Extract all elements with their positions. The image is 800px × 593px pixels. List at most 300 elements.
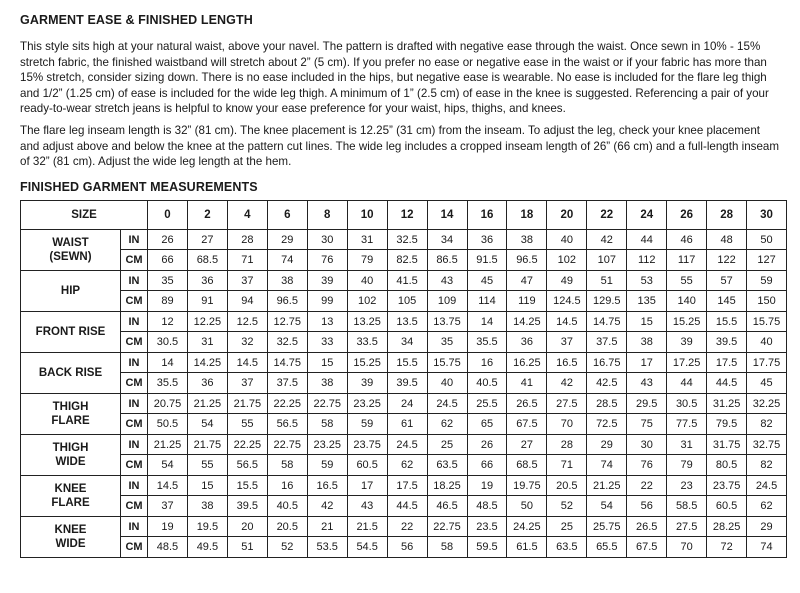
measurement-label-line: THIGH [52,441,89,454]
size-header-cell: 20 [547,200,587,229]
table-cell: 21 [307,516,347,537]
table-cell: 14.25 [507,311,547,332]
table-cell: 59 [347,414,387,435]
table-cell: 22 [387,516,427,537]
table-cell: 54 [187,414,227,435]
table-cell: 46.5 [427,496,467,517]
table-cell: 37 [227,373,267,394]
table-cell: 55 [187,455,227,476]
table-cell: 30.5 [667,393,707,414]
table-cell: 20.5 [547,475,587,496]
table-cell: 109 [427,291,467,312]
table-cell: 20 [227,516,267,537]
table-cell: 14.25 [187,352,227,373]
table-cell: 15 [187,475,227,496]
table-cell: 24.5 [747,475,787,496]
table-cell: 65 [467,414,507,435]
table-cell: 50 [747,229,787,250]
table-cell: 58 [427,537,467,558]
measurement-label-line: HIP [60,284,81,297]
table-cell: 112 [627,250,667,271]
table-cell: 39.5 [707,332,747,353]
table-cell: 23 [667,475,707,496]
table-cell: 23.75 [707,475,747,496]
table-cell: 30 [627,434,667,455]
table-cell: 41 [507,373,547,394]
table-cell: 44.5 [707,373,747,394]
table-cell: 29 [747,516,787,537]
table-cell: 39 [347,373,387,394]
table-cell: 40 [547,229,587,250]
table-cell: 96.5 [267,291,307,312]
table-cell: 62 [747,496,787,517]
table-cell: 62 [427,414,467,435]
unit-label: CM [121,414,148,435]
table-cell: 80.5 [707,455,747,476]
table-cell: 66 [148,250,188,271]
table-cell: 79 [667,455,707,476]
measurement-label [21,434,121,475]
table-cell: 36 [467,229,507,250]
table-cell: 14.75 [267,352,307,373]
table-cell: 19.5 [187,516,227,537]
table-cell: 33 [307,332,347,353]
table-cell: 74 [747,537,787,558]
table-cell: 41.5 [387,270,427,291]
measurement-label-line: BACK RISE [38,366,103,379]
table-cell: 22.25 [267,393,307,414]
size-header-cell: 16 [467,200,507,229]
measurement-label-line: KNEE [54,523,87,536]
table-cell: 17 [347,475,387,496]
table-cell: 19 [148,516,188,537]
table-cell: 29 [267,229,307,250]
unit-label: CM [121,250,148,271]
table-cell: 76 [307,250,347,271]
table-row [21,393,787,414]
table-cell: 27.5 [667,516,707,537]
table-cell: 53 [627,270,667,291]
table-cell: 37 [148,496,188,517]
table-cell: 23.25 [307,434,347,455]
unit-label: IN [121,352,148,373]
table-cell: 71 [547,455,587,476]
table-cell: 40 [747,332,787,353]
table-cell: 58.5 [667,496,707,517]
table-row [21,496,787,517]
table-cell: 12.75 [267,311,307,332]
table-cell: 48.5 [467,496,507,517]
table-cell: 61 [387,414,427,435]
table-cell: 150 [747,291,787,312]
table-cell: 17.25 [667,352,707,373]
table-cell: 52 [267,537,307,558]
table-cell: 56 [627,496,667,517]
measurement-label-line: WIDE [55,537,86,550]
table-row [21,352,787,373]
table-cell: 31.25 [707,393,747,414]
table-cell: 15 [627,311,667,332]
unit-label: IN [121,229,148,250]
table-cell: 122 [707,250,747,271]
table-cell: 29 [587,434,627,455]
table-cell: 74 [587,455,627,476]
table-cell: 29.5 [627,393,667,414]
table-cell: 13.75 [427,311,467,332]
table-cell: 48.5 [148,537,188,558]
size-header-cell: 26 [667,200,707,229]
table-cell: 36 [507,332,547,353]
table-cell: 25 [427,434,467,455]
table-cell: 129.5 [587,291,627,312]
table-cell: 36 [187,373,227,394]
table-cell: 59.5 [467,537,507,558]
table-cell: 27.5 [547,393,587,414]
table-cell: 57 [707,270,747,291]
table-cell: 12.5 [227,311,267,332]
table-cell: 16.5 [307,475,347,496]
size-header-cell: 8 [307,200,347,229]
table-row [21,332,787,353]
table-cell: 32 [227,332,267,353]
table-cell: 16 [467,352,507,373]
measurement-label [21,475,121,516]
table-cell: 38 [267,270,307,291]
table-cell: 40.5 [267,496,307,517]
table-cell: 24 [387,393,427,414]
table-row [21,270,787,291]
table-row [21,291,787,312]
table-cell: 15.5 [227,475,267,496]
table-cell: 40.5 [467,373,507,394]
measurement-label [21,229,121,270]
table-cell: 39.5 [387,373,427,394]
table-cell: 30.5 [148,332,188,353]
table-cell: 32.5 [387,229,427,250]
table-cell: 56.5 [227,455,267,476]
table-cell: 45 [467,270,507,291]
table-row [21,434,787,455]
table-cell: 68.5 [187,250,227,271]
table-cell: 27 [187,229,227,250]
table-cell: 36 [187,270,227,291]
table-cell: 127 [747,250,787,271]
table-cell: 79 [347,250,387,271]
table-cell: 55 [227,414,267,435]
table-cell: 22 [627,475,667,496]
table-row [21,455,787,476]
table-cell: 14.5 [148,475,188,496]
measurement-label [21,352,121,393]
table-cell: 91 [187,291,227,312]
table-cell: 44.5 [387,496,427,517]
table-cell: 32.25 [747,393,787,414]
measurement-label-line: FLARE [51,496,90,509]
table-cell: 15.5 [707,311,747,332]
table-cell: 34 [387,332,427,353]
table-cell: 46 [667,229,707,250]
table-cell: 22.75 [307,393,347,414]
table-cell: 66 [467,455,507,476]
table-cell: 17.75 [747,352,787,373]
table-cell: 56.5 [267,414,307,435]
table-cell: 135 [627,291,667,312]
table-cell: 32.5 [267,332,307,353]
table-cell: 47 [507,270,547,291]
table-cell: 15.75 [747,311,787,332]
table-cell: 13.5 [387,311,427,332]
table-cell: 17.5 [387,475,427,496]
table-cell: 44 [667,373,707,394]
table-cell: 68.5 [507,455,547,476]
table-row [21,537,787,558]
table-cell: 34 [427,229,467,250]
table-cell: 37 [227,270,267,291]
size-header-cell: 0 [148,200,188,229]
unit-label: IN [121,475,148,496]
table-cell: 15.25 [347,352,387,373]
table-cell: 26.5 [507,393,547,414]
table-cell: 28 [227,229,267,250]
table-row [21,475,787,496]
table-cell: 82 [747,414,787,435]
table-cell: 67.5 [627,537,667,558]
table-cell: 39 [667,332,707,353]
table-cell: 107 [587,250,627,271]
measurement-label-line: FRONT RISE [35,325,106,338]
table-cell: 43 [427,270,467,291]
table-cell: 75 [627,414,667,435]
table-cell: 77.5 [667,414,707,435]
table-cell: 12 [148,311,188,332]
table-cell: 13.25 [347,311,387,332]
table-cell: 16.25 [507,352,547,373]
table-cell: 42 [307,496,347,517]
size-header-cell: 2 [187,200,227,229]
length-paragraph: The flare leg inseam length is 32” (81 cm). The knee placement is 12.25” (31 cm) from the inseam. To adjust the leg, check your knee placement and adjust above and below the knee at the pattern cut lines. The wide leg includes a cropped inseam length of 26” (66 cm) and a full-length inseam of 32” (81 cm). Adjust the wide leg length at the hem. [20,123,780,169]
unit-label: IN [121,516,148,537]
table-cell: 37.5 [267,373,307,394]
table-cell: 16.75 [587,352,627,373]
table-cell: 40 [427,373,467,394]
table-cell: 21.25 [187,393,227,414]
size-header-cell: 30 [747,200,787,229]
table-cell: 53.5 [307,537,347,558]
table-cell: 91.5 [467,250,507,271]
table-cell: 42 [547,373,587,394]
table-cell: 21.75 [187,434,227,455]
table-cell: 35 [427,332,467,353]
table-cell: 76 [627,455,667,476]
table-cell: 70 [547,414,587,435]
table-cell: 82 [747,455,787,476]
size-header-cell: 28 [707,200,747,229]
table-cell: 145 [707,291,747,312]
size-header-cell: 12 [387,200,427,229]
table-cell: 140 [667,291,707,312]
table-cell: 62 [387,455,427,476]
table-cell: 15.75 [427,352,467,373]
table-cell: 24.5 [427,393,467,414]
table-cell: 21.25 [587,475,627,496]
table-cell: 19.75 [507,475,547,496]
table-cell: 48 [707,229,747,250]
table-cell: 49 [547,270,587,291]
table-cell: 15.5 [387,352,427,373]
table-cell: 45 [747,373,787,394]
table-cell: 43 [627,373,667,394]
measurement-label-line: FLARE [51,414,90,427]
measurement-label-line: KNEE [54,482,87,495]
size-header-cell: 14 [427,200,467,229]
unit-label: CM [121,373,148,394]
table-cell: 16 [267,475,307,496]
table-cell: 42.5 [587,373,627,394]
table-cell: 17.5 [707,352,747,373]
table-cell: 58 [267,455,307,476]
table-cell: 38 [627,332,667,353]
table-row [21,311,787,332]
table-cell: 124.5 [547,291,587,312]
table-cell: 102 [347,291,387,312]
table-cell: 14.75 [587,311,627,332]
size-header-cell: 18 [507,200,547,229]
measurement-label [21,311,121,352]
table-cell: 31.75 [707,434,747,455]
table-cell: 49.5 [187,537,227,558]
table-cell: 37 [547,332,587,353]
table-cell: 16.5 [547,352,587,373]
table-cell: 114 [467,291,507,312]
table-cell: 61.5 [507,537,547,558]
table-row [21,516,787,537]
unit-label: CM [121,455,148,476]
table-cell: 33.5 [347,332,387,353]
table-cell: 25.75 [587,516,627,537]
table-cell: 60.5 [347,455,387,476]
table-row [21,414,787,435]
table-cell: 117 [667,250,707,271]
table-cell: 54 [587,496,627,517]
table-cell: 21.5 [347,516,387,537]
size-header-row [21,200,787,229]
table-cell: 14 [148,352,188,373]
table-cell: 14.5 [547,311,587,332]
table-cell: 30 [307,229,347,250]
unit-label: CM [121,332,148,353]
unit-label: CM [121,291,148,312]
table-cell: 102 [547,250,587,271]
table-cell: 79.5 [707,414,747,435]
table-cell: 39.5 [227,496,267,517]
table-cell: 37.5 [587,332,627,353]
table-cell: 26 [467,434,507,455]
table-cell: 38 [307,373,347,394]
table-cell: 15.25 [667,311,707,332]
table-cell: 20.75 [148,393,188,414]
size-header-cell: 24 [627,200,667,229]
table-cell: 59 [747,270,787,291]
table-cell: 54 [148,455,188,476]
table-cell: 51 [587,270,627,291]
table-cell: 24.5 [387,434,427,455]
ease-paragraph: This style sits high at your natural waist, above your navel. The pattern is drafted with negative ease through the waist. Once sewn in 10% - 15% stretch fabric, the finished waistband will stretch about 2” (5 cm). If you prefer no ease or negative ease in the waist or if your fabric has more than 15% stretch, consider sizing down. There is no ease included in the hips, but negative ease is wearable. No ease is included for the flare leg thigh and 1/2” (1.25 cm) of ease is included for the wide leg thigh. A minimum of 1” (2.5 cm) of ease in the knee is suggested. Referencing a pair of your ready-to-wear stretch jeans is helpful to know your ease preference for your waist, hips, thighs, and knees. [20,40,769,116]
unit-label: IN [121,270,148,291]
table-cell: 50 [507,496,547,517]
table-cell: 94 [227,291,267,312]
unit-label: CM [121,537,148,558]
table-cell: 18.25 [427,475,467,496]
table-cell: 38 [507,229,547,250]
table-cell: 54.5 [347,537,387,558]
table-cell: 31 [667,434,707,455]
size-header-cell: 22 [587,200,627,229]
table-cell: 44 [627,229,667,250]
size-header-label: SIZE [21,200,148,229]
table-cell: 28.5 [587,393,627,414]
table-cell: 86.5 [427,250,467,271]
table-cell: 50.5 [148,414,188,435]
table-cell: 35.5 [467,332,507,353]
table-cell: 12.25 [187,311,227,332]
table-cell: 14 [467,311,507,332]
table-cell: 72 [707,537,747,558]
table-cell: 28.25 [707,516,747,537]
table-cell: 27 [507,434,547,455]
measurements-table [20,200,787,558]
measurement-label [21,393,121,434]
table-cell: 99 [307,291,347,312]
table-cell: 26 [148,229,188,250]
table-cell: 96.5 [507,250,547,271]
table-cell: 71 [227,250,267,271]
table-cell: 63.5 [427,455,467,476]
measurement-label-line: (SEWN) [49,250,92,263]
table-cell: 105 [387,291,427,312]
table-cell: 26.5 [627,516,667,537]
table-cell: 43 [347,496,387,517]
table-cell: 14.5 [227,352,267,373]
table-cell: 72.5 [587,414,627,435]
table-cell: 82.5 [387,250,427,271]
unit-label: IN [121,434,148,455]
table-cell: 51 [227,537,267,558]
table-cell: 42 [587,229,627,250]
table-cell: 65.5 [587,537,627,558]
measurement-label-line: THIGH [52,400,89,413]
table-cell: 13 [307,311,347,332]
table-cell: 23.5 [467,516,507,537]
table-cell: 32.75 [747,434,787,455]
unit-label: IN [121,393,148,414]
size-header-cell: 10 [347,200,387,229]
table-cell: 21.25 [148,434,188,455]
table-row [21,250,787,271]
table-cell: 35 [148,270,188,291]
table-cell: 22.75 [267,434,307,455]
table-cell: 40 [347,270,387,291]
table-cell: 59 [307,455,347,476]
table-cell: 39 [307,270,347,291]
table-cell: 24.25 [507,516,547,537]
table-cell: 89 [148,291,188,312]
measurement-label [21,516,121,557]
table-cell: 63.5 [547,537,587,558]
table-cell: 35.5 [148,373,188,394]
table-row [21,373,787,394]
table-cell: 119 [507,291,547,312]
table-cell: 22.75 [427,516,467,537]
